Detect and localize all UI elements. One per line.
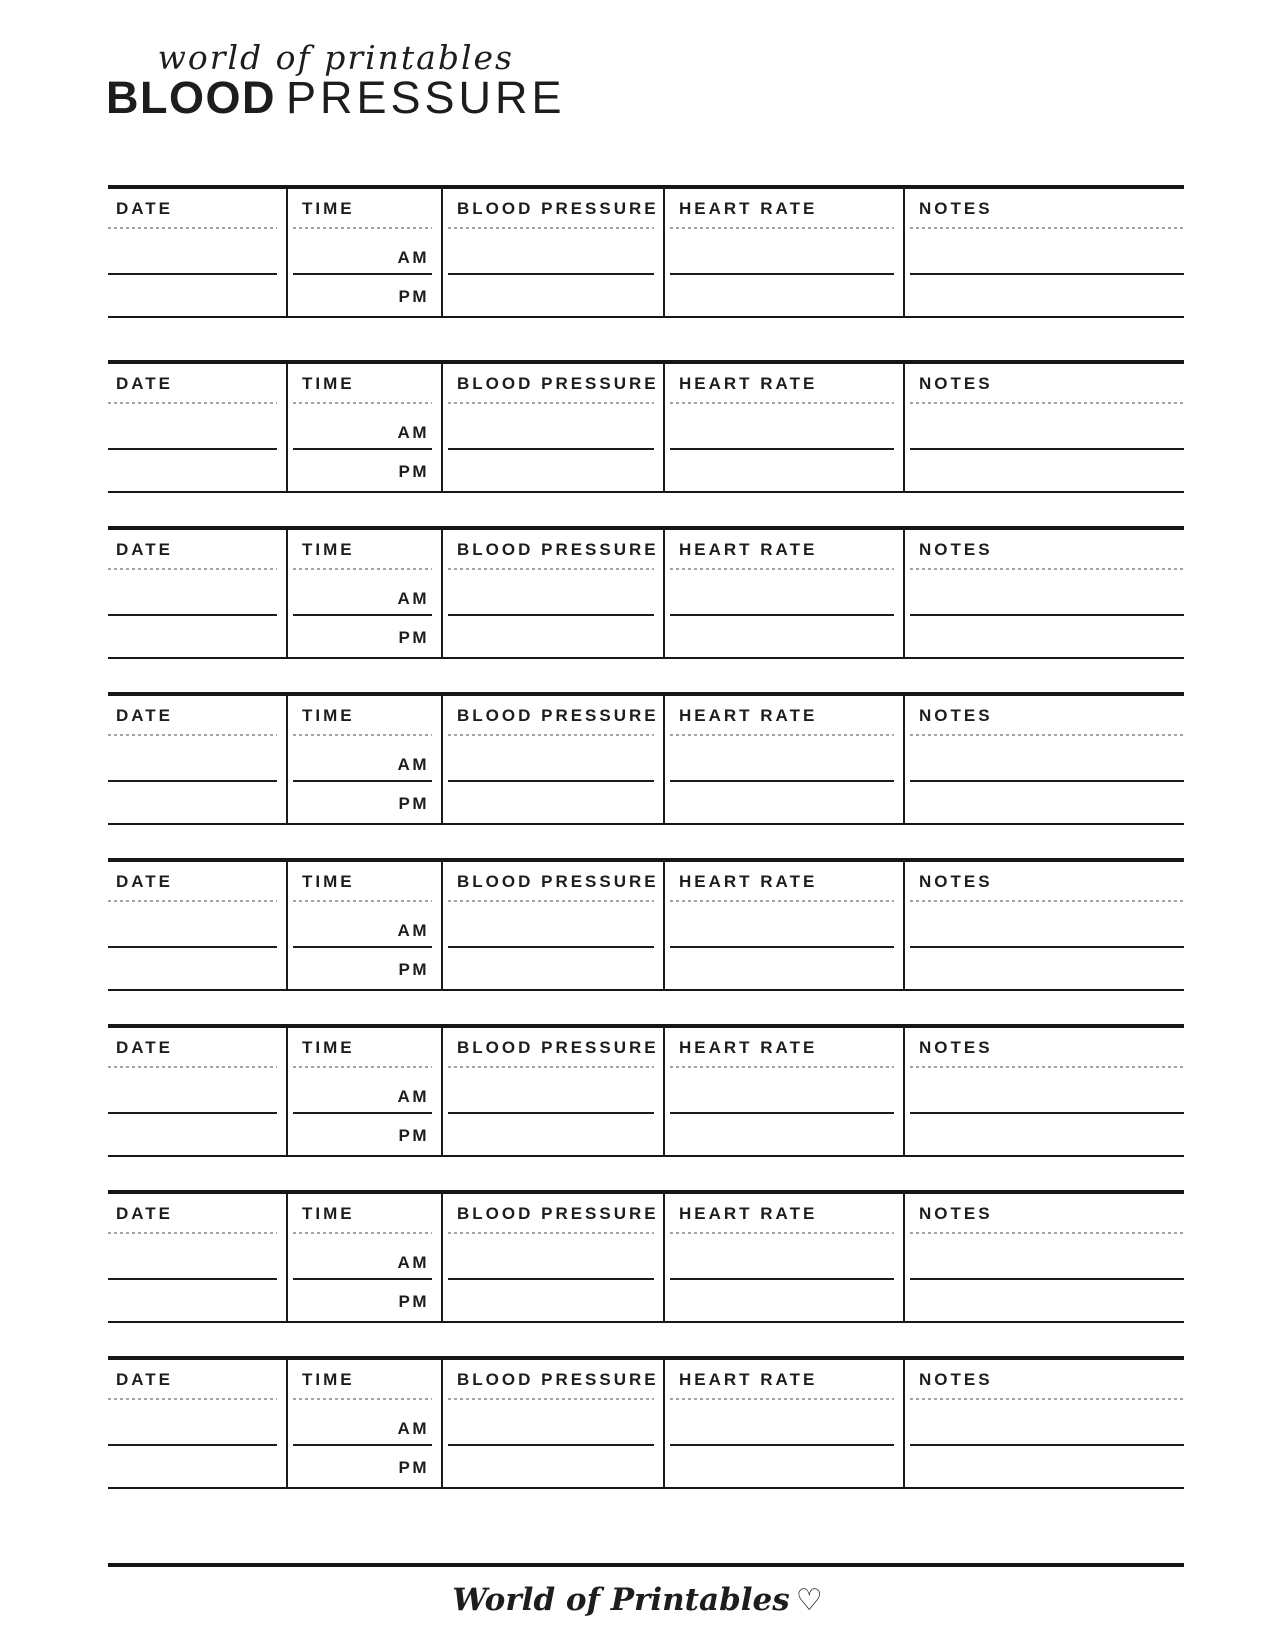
pm-entry-time <box>288 616 441 657</box>
am-entry-heart-rate <box>665 570 903 616</box>
pm-entry-time <box>288 450 441 491</box>
am-label: AM <box>397 1419 429 1438</box>
column-header-blood-pressure: BLOOD PRESSURE <box>457 872 659 891</box>
pm-entry-date <box>108 450 286 491</box>
header-cell-notes <box>905 364 1184 404</box>
am-entry-date <box>108 1068 286 1114</box>
column-notes <box>905 364 1184 491</box>
bp-log-block <box>108 858 1184 991</box>
pm-entry-blood-pressure <box>443 275 663 316</box>
column-notes <box>905 862 1184 989</box>
header-cell-heart-rate <box>665 1194 903 1234</box>
column-header-blood-pressure: BLOOD PRESSURE <box>457 1038 659 1057</box>
header-cell-blood-pressure <box>443 364 663 404</box>
pm-entry-date <box>108 1446 286 1487</box>
header-cell-date <box>108 1360 286 1400</box>
column-blood-pressure <box>443 530 665 657</box>
am-entry-time <box>288 1068 441 1114</box>
footer-divider <box>108 1563 1184 1567</box>
am-label: AM <box>397 1253 429 1272</box>
pm-entry-date <box>108 1280 286 1321</box>
header-cell-blood-pressure <box>443 1028 663 1068</box>
am-entry-notes <box>905 902 1184 948</box>
am-entry-blood-pressure <box>443 229 663 275</box>
am-entry-date <box>108 404 286 450</box>
footer-brand <box>0 1582 1275 1618</box>
column-heart-rate <box>665 189 905 316</box>
header-cell-notes <box>905 862 1184 902</box>
header-cell-date <box>108 862 286 902</box>
pm-entry-blood-pressure <box>443 1446 663 1487</box>
title-word-blood: BLOOD <box>106 72 276 123</box>
pm-entry-heart-rate <box>665 616 903 657</box>
pm-entry-heart-rate <box>665 1114 903 1155</box>
am-entry-date <box>108 1400 286 1446</box>
column-header-notes: NOTES <box>919 872 993 891</box>
pm-entry-blood-pressure <box>443 1280 663 1321</box>
pm-label: PM <box>398 794 429 813</box>
column-notes <box>905 530 1184 657</box>
column-header-notes: NOTES <box>919 706 993 725</box>
am-entry-heart-rate <box>665 229 903 275</box>
column-time <box>288 1028 443 1155</box>
column-time <box>288 530 443 657</box>
pm-entry-notes <box>905 1446 1184 1487</box>
am-entry-notes <box>905 736 1184 782</box>
pm-label: PM <box>398 1458 429 1477</box>
page-title <box>106 72 566 123</box>
column-notes <box>905 1194 1184 1321</box>
pm-label: PM <box>398 287 429 306</box>
column-header-notes: NOTES <box>919 1038 993 1057</box>
am-entry-notes <box>905 1234 1184 1280</box>
pm-entry-notes <box>905 616 1184 657</box>
column-date <box>108 530 288 657</box>
pm-label: PM <box>398 628 429 647</box>
am-entry-date <box>108 229 286 275</box>
am-entry-notes <box>905 404 1184 450</box>
column-blood-pressure <box>443 189 665 316</box>
column-header-time: TIME <box>302 706 355 725</box>
pm-label: PM <box>398 1126 429 1145</box>
column-blood-pressure <box>443 1028 665 1155</box>
am-entry-heart-rate <box>665 902 903 948</box>
am-entry-blood-pressure <box>443 1400 663 1446</box>
column-header-blood-pressure: BLOOD PRESSURE <box>457 199 659 218</box>
column-header-notes: NOTES <box>919 374 993 393</box>
pm-entry-notes <box>905 275 1184 316</box>
column-heart-rate <box>665 1360 905 1487</box>
am-entry-blood-pressure <box>443 570 663 616</box>
am-entry-time <box>288 229 441 275</box>
header-cell-heart-rate <box>665 1360 903 1400</box>
pm-label: PM <box>398 960 429 979</box>
header-cell-date <box>108 189 286 229</box>
doc-header <box>106 38 566 123</box>
pm-entry-notes <box>905 450 1184 491</box>
column-date <box>108 1194 288 1321</box>
column-notes <box>905 1360 1184 1487</box>
am-entry-notes <box>905 229 1184 275</box>
am-entry-heart-rate <box>665 1400 903 1446</box>
column-date <box>108 189 288 316</box>
column-blood-pressure <box>443 1360 665 1487</box>
bp-log-block <box>108 1024 1184 1157</box>
header-cell-time <box>288 1360 441 1400</box>
am-entry-date <box>108 1234 286 1280</box>
pm-entry-notes <box>905 782 1184 823</box>
pm-entry-time <box>288 782 441 823</box>
pm-entry-heart-rate <box>665 948 903 989</box>
am-entry-time <box>288 570 441 616</box>
pm-entry-heart-rate <box>665 1280 903 1321</box>
header-cell-date <box>108 530 286 570</box>
pm-entry-date <box>108 782 286 823</box>
column-date <box>108 1028 288 1155</box>
column-heart-rate <box>665 862 905 989</box>
pm-label: PM <box>398 1292 429 1311</box>
am-entry-blood-pressure <box>443 1068 663 1114</box>
pm-entry-notes <box>905 1280 1184 1321</box>
column-header-heart-rate: HEART RATE <box>679 1038 818 1057</box>
column-time <box>288 1194 443 1321</box>
pm-entry-date <box>108 1114 286 1155</box>
header-cell-blood-pressure <box>443 189 663 229</box>
pm-entry-blood-pressure <box>443 616 663 657</box>
header-cell-time <box>288 530 441 570</box>
column-header-blood-pressure: BLOOD PRESSURE <box>457 1204 659 1223</box>
pm-entry-date <box>108 948 286 989</box>
column-heart-rate <box>665 530 905 657</box>
am-entry-date <box>108 902 286 948</box>
column-header-time: TIME <box>302 1204 355 1223</box>
column-header-date: DATE <box>116 1038 174 1057</box>
bp-log-block <box>108 1356 1184 1489</box>
column-header-notes: NOTES <box>919 1204 993 1223</box>
column-header-blood-pressure: BLOOD PRESSURE <box>457 1370 659 1389</box>
column-header-date: DATE <box>116 1370 174 1389</box>
pm-entry-heart-rate <box>665 275 903 316</box>
column-blood-pressure <box>443 1194 665 1321</box>
header-cell-date <box>108 364 286 404</box>
pm-entry-blood-pressure <box>443 948 663 989</box>
column-header-date: DATE <box>116 540 174 559</box>
column-header-heart-rate: HEART RATE <box>679 706 818 725</box>
pm-entry-time <box>288 948 441 989</box>
header-cell-time <box>288 1194 441 1234</box>
column-date <box>108 1360 288 1487</box>
header-cell-time <box>288 189 441 229</box>
header-cell-heart-rate <box>665 530 903 570</box>
column-header-date: DATE <box>116 374 174 393</box>
column-header-date: DATE <box>116 872 174 891</box>
column-header-heart-rate: HEART RATE <box>679 374 818 393</box>
am-entry-heart-rate <box>665 736 903 782</box>
am-entry-blood-pressure <box>443 736 663 782</box>
pm-entry-date <box>108 275 286 316</box>
pm-entry-time <box>288 275 441 316</box>
am-entry-notes <box>905 1400 1184 1446</box>
header-cell-time <box>288 1028 441 1068</box>
header-cell-notes <box>905 696 1184 736</box>
header-cell-heart-rate <box>665 364 903 404</box>
header-cell-heart-rate <box>665 189 903 229</box>
am-label: AM <box>397 921 429 940</box>
heart-icon: ♡ <box>795 1583 823 1618</box>
column-time <box>288 696 443 823</box>
am-entry-heart-rate <box>665 1234 903 1280</box>
column-heart-rate <box>665 1028 905 1155</box>
column-header-heart-rate: HEART RATE <box>679 1204 818 1223</box>
column-time <box>288 364 443 491</box>
column-header-heart-rate: HEART RATE <box>679 872 818 891</box>
column-time <box>288 189 443 316</box>
footer-brand-text: World of Printables <box>452 1582 790 1618</box>
header-cell-blood-pressure <box>443 862 663 902</box>
pm-label: PM <box>398 462 429 481</box>
am-label: AM <box>397 755 429 774</box>
header-cell-blood-pressure <box>443 1360 663 1400</box>
pm-entry-time <box>288 1114 441 1155</box>
column-header-heart-rate: HEART RATE <box>679 1370 818 1389</box>
am-label: AM <box>397 423 429 442</box>
am-entry-time <box>288 1400 441 1446</box>
am-entry-time <box>288 902 441 948</box>
am-label: AM <box>397 248 429 267</box>
log-blocks <box>108 185 1184 1522</box>
am-entry-time <box>288 1234 441 1280</box>
am-entry-heart-rate <box>665 404 903 450</box>
header-cell-blood-pressure <box>443 1194 663 1234</box>
column-time <box>288 1360 443 1487</box>
am-label: AM <box>397 589 429 608</box>
column-date <box>108 696 288 823</box>
pm-entry-heart-rate <box>665 450 903 491</box>
column-header-heart-rate: HEART RATE <box>679 199 818 218</box>
header-cell-notes <box>905 189 1184 229</box>
header-cell-heart-rate <box>665 1028 903 1068</box>
header-cell-time <box>288 364 441 404</box>
column-header-time: TIME <box>302 540 355 559</box>
header-cell-notes <box>905 1028 1184 1068</box>
am-entry-blood-pressure <box>443 1234 663 1280</box>
header-cell-notes <box>905 530 1184 570</box>
brand-script-text: world of printables <box>157 38 514 77</box>
column-header-notes: NOTES <box>919 1370 993 1389</box>
bp-log-block <box>108 1190 1184 1323</box>
column-header-notes: NOTES <box>919 540 993 559</box>
column-blood-pressure <box>443 696 665 823</box>
bp-log-block <box>108 185 1184 318</box>
header-cell-time <box>288 862 441 902</box>
pm-entry-blood-pressure <box>443 1114 663 1155</box>
header-cell-date <box>108 1028 286 1068</box>
pm-entry-time <box>288 1446 441 1487</box>
am-entry-blood-pressure <box>443 404 663 450</box>
column-header-date: DATE <box>116 1204 174 1223</box>
am-label: AM <box>397 1087 429 1106</box>
column-header-date: DATE <box>116 199 174 218</box>
pm-entry-date <box>108 616 286 657</box>
am-entry-time <box>288 404 441 450</box>
am-entry-notes <box>905 1068 1184 1114</box>
column-blood-pressure <box>443 862 665 989</box>
am-entry-heart-rate <box>665 1068 903 1114</box>
column-header-time: TIME <box>302 1370 355 1389</box>
column-header-time: TIME <box>302 872 355 891</box>
pm-entry-heart-rate <box>665 1446 903 1487</box>
am-entry-date <box>108 570 286 616</box>
am-entry-notes <box>905 570 1184 616</box>
pm-entry-notes <box>905 948 1184 989</box>
column-blood-pressure <box>443 364 665 491</box>
header-cell-notes <box>905 1194 1184 1234</box>
column-heart-rate <box>665 1194 905 1321</box>
pm-entry-blood-pressure <box>443 450 663 491</box>
column-time <box>288 862 443 989</box>
header-cell-heart-rate <box>665 862 903 902</box>
column-header-time: TIME <box>302 1038 355 1057</box>
column-header-time: TIME <box>302 199 355 218</box>
bp-log-block <box>108 360 1184 493</box>
am-entry-time <box>288 736 441 782</box>
header-cell-time <box>288 696 441 736</box>
bp-log-block <box>108 692 1184 825</box>
pm-entry-blood-pressure <box>443 782 663 823</box>
column-header-heart-rate: HEART RATE <box>679 540 818 559</box>
header-cell-heart-rate <box>665 696 903 736</box>
column-header-date: DATE <box>116 706 174 725</box>
header-cell-blood-pressure <box>443 530 663 570</box>
column-notes <box>905 1028 1184 1155</box>
am-entry-blood-pressure <box>443 902 663 948</box>
column-date <box>108 862 288 989</box>
column-heart-rate <box>665 364 905 491</box>
column-notes <box>905 696 1184 823</box>
column-header-blood-pressure: BLOOD PRESSURE <box>457 706 659 725</box>
header-cell-blood-pressure <box>443 696 663 736</box>
pm-entry-notes <box>905 1114 1184 1155</box>
header-cell-notes <box>905 1360 1184 1400</box>
column-header-blood-pressure: BLOOD PRESSURE <box>457 540 659 559</box>
title-word-pressure: PRESSURE <box>286 72 566 123</box>
column-header-time: TIME <box>302 374 355 393</box>
column-notes <box>905 189 1184 316</box>
column-date <box>108 364 288 491</box>
am-entry-date <box>108 736 286 782</box>
pm-entry-heart-rate <box>665 782 903 823</box>
bp-log-block <box>108 526 1184 659</box>
pm-entry-time <box>288 1280 441 1321</box>
column-header-notes: NOTES <box>919 199 993 218</box>
header-cell-date <box>108 696 286 736</box>
column-heart-rate <box>665 696 905 823</box>
header-cell-date <box>108 1194 286 1234</box>
column-header-blood-pressure: BLOOD PRESSURE <box>457 374 659 393</box>
